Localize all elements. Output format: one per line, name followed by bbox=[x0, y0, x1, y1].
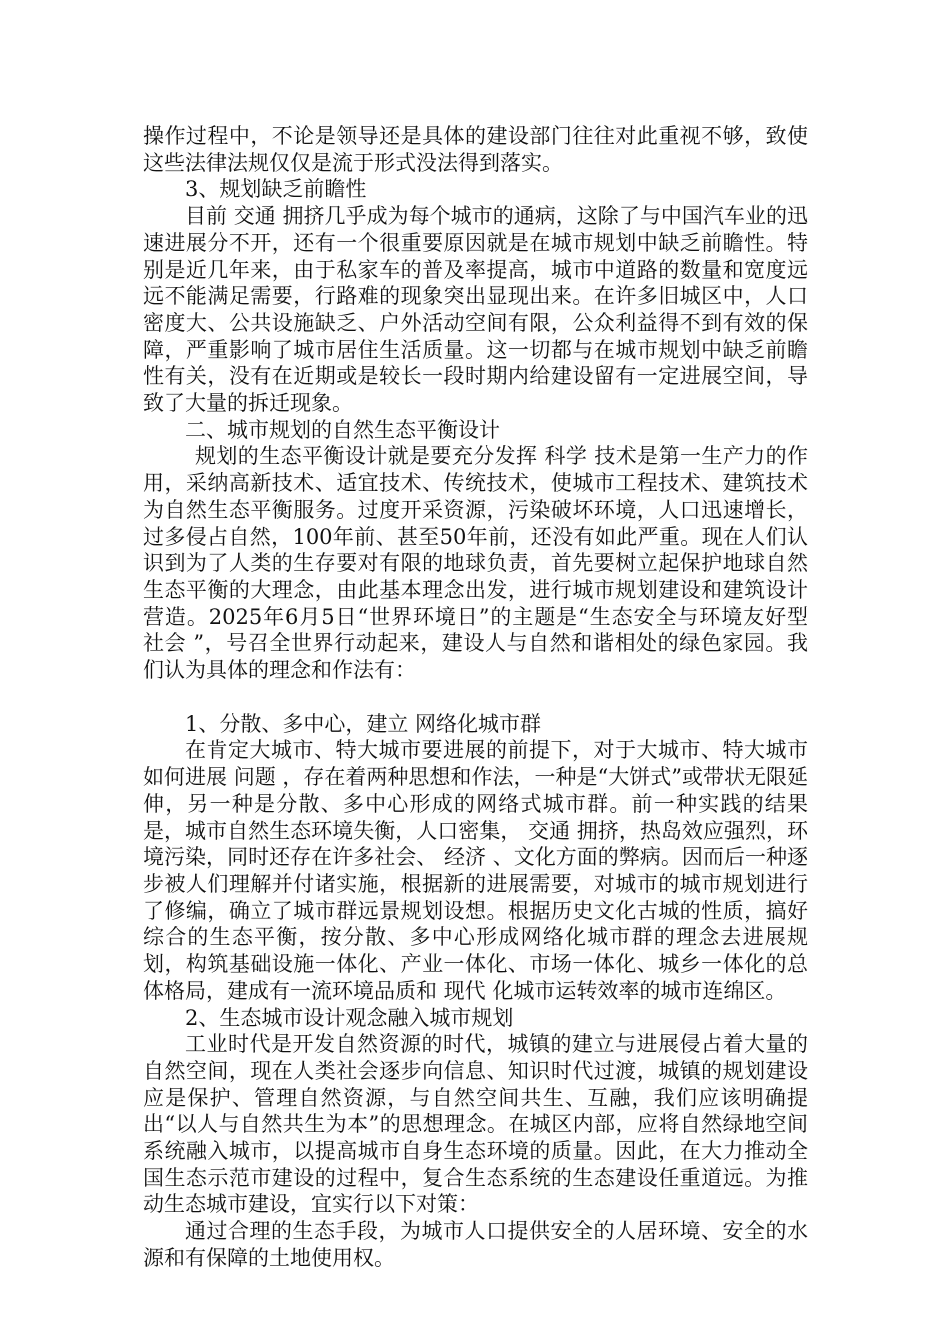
document-body bbox=[143, 123, 808, 1272]
paragraph-industrial-era: 工业时代是开发自然资源的时代，城镇的建立与进展侵占着大量的自然空间，现在人类社会逐步向信息、知识时代过渡，城镇的规划建设应是保护、管理自然资源，与自然空间共生、互融，我们应该明确提出“以人与自然共生为本”的思想理念。在城区内部，应将自然绿地空间系统融入城市，以提高城市自身生态环境的质量。因此，在大力推动全国生态示范市建设的过程中，复合生态系统的生态建设任重道远。为推动生态城市建设，宜实行以下对策： bbox=[143, 1032, 808, 1217]
paragraph-city-cluster: 在肯定大城市、特大城市要进展的前提下，对于大城市、特大城市如何进展 问题 ，存在着两种思想和作法，一种是“大饼式”或带状无限延伸，另一种是分散、多中心形成的网络式城市群。前一种实践的结果是，城市自然生态环境失衡，人口密集， 交通 拥挤，热岛效应强烈，环境污染，同时还存在许多社会、 经济 、文化方面的弊病。因而后一种逐步被人们理解并付诸实施，根据新的进展需要，对城市的城市规划进行了修编，确立了城市群远景规划设想。根据历史文化古城的性质，搞好综合的生态平衡，按分散、多中心形成网络化城市群的理念去进展规划，构筑基础设施一体化、产业一体化、市场一体化、城乡一体化的总体格局，建成有一流环境品质和 现代 化城市运转效率的城市连绵区。 bbox=[143, 738, 808, 1003]
subheading-planning-lacks-foresight: 3、规划缺乏前瞻性 bbox=[185, 177, 367, 202]
paragraph-ecological-balance: 规划的生态平衡设计就是要充分发挥 科学 技术是第一生产力的作用，采纳高新技术、适宜技术、传统技术，使城市工程技术、建筑技术为自然生态平衡服务。过度开采资源，污染破坏环境，人口迅速增长，过多侵占自然，100年前、甚至50年前，还没有如此严重。现在人们认识到为了人类的生存要对有限的地球负责，首先要树立起保护地球自然生态平衡的大理念，由此基本理念出发，进行城市规划建设和建筑设计营造。2025年6月5日“世界环境日”的主题是“生态安全与环境友好型 社会 ”，号召全世界行动起来，建设人与自然和谐相处的绿色家园。我们认为具体的理念和作法有： bbox=[143, 444, 808, 683]
paragraph-ecological-measures: 通过合理的生态手段，为城市人口提供安全的人居环境、安全的水源和有保障的土地使用权。 bbox=[143, 1219, 808, 1270]
subheading-decentralized-network: 1、分散、多中心，建立 网络化城市群 bbox=[185, 711, 542, 736]
paragraph-traffic-congestion: 目前 交通 拥挤几乎成为每个城市的通病，这除了与中国汽车业的迅速进展分不开，还有一个很重要原因就是在城市规划中缺乏前瞻性。特别是近几年来，由于私家车的普及率提高，城市中道路的数量和宽度远远不能满足需要，行路难的现象突出显现出来。在许多旧城区中，人口密度大、公共设施缺乏、户外活动空间有限，公众利益得不到有效的保障，严重影响了城市居住生活质量。这一切都与在城市规划中缺乏前瞻性有关，没有在近期或是较长一段时期内给建设留有一定进展空间，导致了大量的拆迁现象。 bbox=[143, 204, 808, 416]
subheading-eco-city-design: 2、生态城市设计观念融入城市规划 bbox=[185, 1005, 514, 1030]
heading-ecological-balance-design: 二、城市规划的自然生态平衡设计 bbox=[185, 417, 500, 442]
paragraph-continuation: 操作过程中，不论是领导还是具体的建设部门往往对此重视不够，致使这些法律法规仅仅是流于形式没法得到落实。 bbox=[143, 124, 808, 175]
